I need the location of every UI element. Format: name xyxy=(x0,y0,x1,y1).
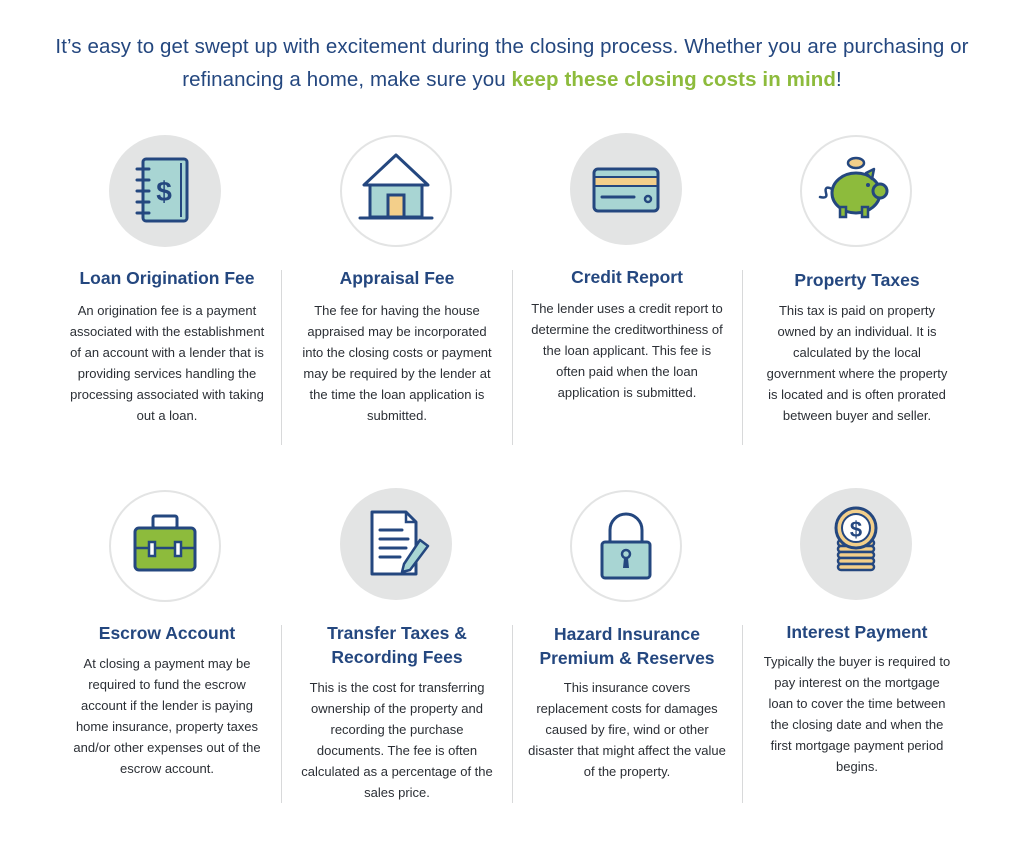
piggy-bank-icon xyxy=(802,137,910,245)
icon-circle xyxy=(340,488,452,600)
card-title: Property Taxes xyxy=(794,270,920,290)
card-title: Credit Report xyxy=(571,267,683,287)
divider xyxy=(281,625,282,803)
icon-circle xyxy=(800,488,912,600)
card-description: At closing a payment may be required to fund the escrow account if the lender is paying home insurance, property taxes and/or other expenses out of the escrow account. xyxy=(73,656,261,776)
card-title: Appraisal Fee xyxy=(339,268,455,288)
icon-circle xyxy=(109,490,221,602)
card-description: This insurance covers replacement costs for damages caused by fire, wind or other disaster that might affect the value of the property. xyxy=(528,680,726,779)
document-pen-icon xyxy=(340,488,452,600)
card-description: The fee for having the house appraised may be incorporated into the closing costs or payment may be required by the lender at the time the loan application is submitted. xyxy=(302,303,492,423)
card-description: Typically the buyer is required to pay interest on the mortgage loan to cover the time between the closing date and when the first mortgage payment period begins. xyxy=(763,654,951,774)
headline xyxy=(40,30,984,96)
divider xyxy=(512,270,513,445)
card-title: Loan Origination Fee xyxy=(79,268,255,288)
card-title: Hazard Insurance Premium & Reserves xyxy=(539,624,715,668)
icon-circle xyxy=(570,490,682,602)
icon-circle xyxy=(109,135,221,247)
headline-end: ! xyxy=(835,68,842,91)
coin-stack-icon xyxy=(800,488,912,600)
credit-card-icon xyxy=(570,133,682,245)
padlock-icon xyxy=(572,492,680,600)
svg-text:$: $ xyxy=(156,176,172,207)
divider xyxy=(281,270,282,445)
headline-text: It’s easy to get swept up with excitement during the closing process. Whether you are purchasing or refinancing a home, make sure you xyxy=(55,35,969,91)
headline-highlight: keep these closing costs in mind xyxy=(511,68,836,91)
card-title: Transfer Taxes & Recording Fees xyxy=(327,623,467,667)
card-description: This tax is paid on property owned by an individual. It is calculated by the local government where the property is located and is often prorated between buyer and seller. xyxy=(766,303,948,423)
icon-circle xyxy=(800,135,912,247)
icon-circle xyxy=(340,135,452,247)
house-icon xyxy=(342,137,450,245)
card-description: An origination fee is a payment associated with the establishment of an account with a lender that is providing services handling the processing associated with taking out a loan. xyxy=(69,303,265,423)
card-description: This is the cost for transferring ownership of the property and recording the purchase documents. The fee is often calculated as a percentage of the sales price. xyxy=(301,680,493,800)
notebook-dollar-icon xyxy=(109,135,221,247)
card-title: Escrow Account xyxy=(98,623,236,643)
card-description: The lender uses a credit report to determine the creditworthiness of the loan applicant. This fee is often paid when the loan application is submitted. xyxy=(531,301,723,400)
icon-circle xyxy=(570,133,682,245)
divider xyxy=(742,270,743,445)
divider xyxy=(742,625,743,803)
divider xyxy=(512,625,513,803)
card-title: Interest Payment xyxy=(786,622,928,642)
svg-text:$: $ xyxy=(849,517,863,542)
briefcase-icon xyxy=(111,492,219,600)
